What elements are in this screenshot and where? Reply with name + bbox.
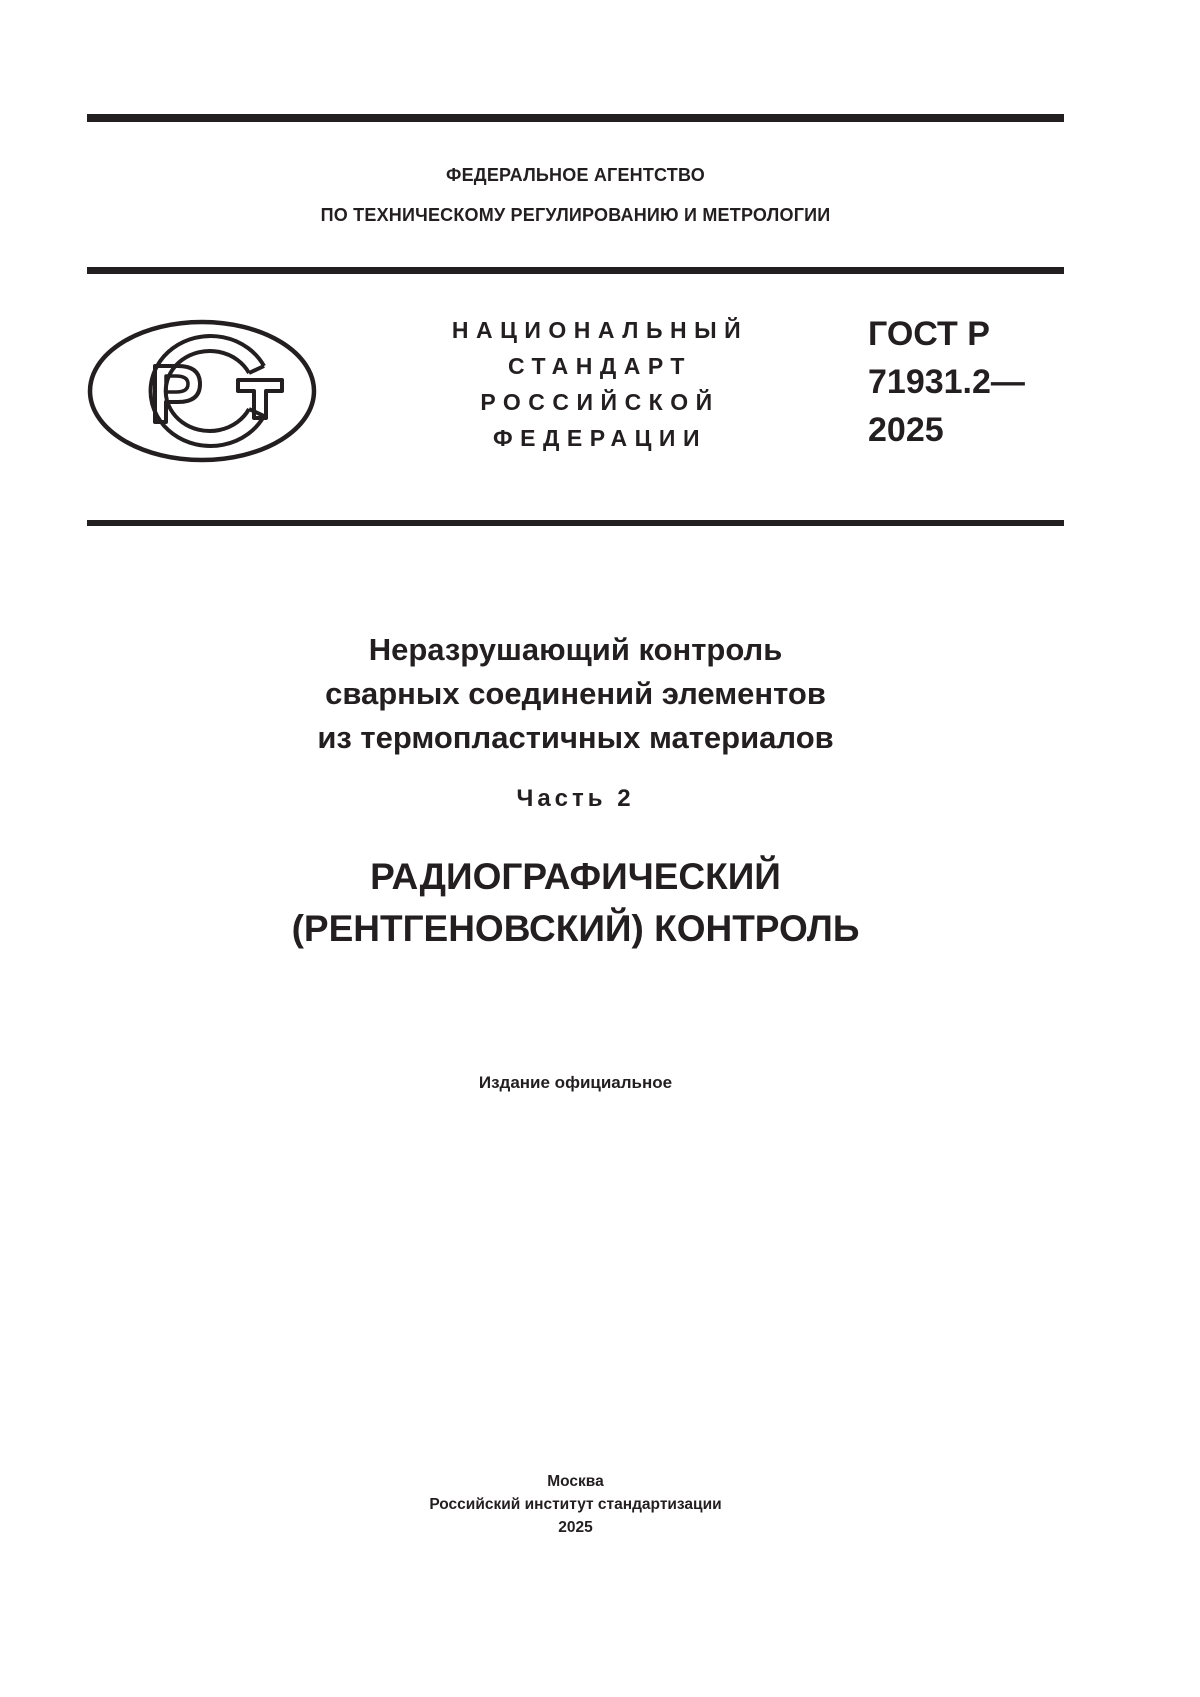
designation-line-3: 2025 [868,411,944,449]
standard-type-block [420,312,780,456]
masthead-rule [87,520,1064,526]
part-number: Часть 2 [516,785,635,812]
part-title-line-2: (РЕНТГЕНОВСКИЙ) КОНТРОЛЬ [291,908,860,949]
title-line-2: сварных соединений элементов [325,676,826,711]
agency-name-line-2: ПО ТЕХНИЧЕСКОМУ РЕГУЛИРОВАНИЮ И МЕТРОЛОГИИ [320,205,831,225]
imprint-city: Москва [547,1473,604,1490]
agency-name-line-1: ФЕДЕРАЛЬНОЕ АГЕНТСТВО [446,165,705,185]
imprint-year: 2025 [558,1519,593,1536]
imprint-publisher: Российский институт стандартизации [429,1496,722,1513]
part-title [87,851,1064,955]
standard-type-line-4: ФЕДЕРАЦИИ [493,425,707,451]
imprint [87,1470,1064,1539]
title-line-3: из термопластичных материалов [317,720,834,755]
document-title [87,628,1064,760]
standard-type-line-2: СТАНДАРТ [508,353,692,379]
edition-note: Издание официальное [478,1073,673,1092]
header-rule [87,267,1064,274]
top-rule [87,114,1064,122]
title-line-1: Неразрушающий контроль [368,632,783,667]
standard-designation [868,310,1025,454]
designation-line-2: 71931.2— [868,363,1025,401]
standard-type-line-1: НАЦИОНАЛЬНЫЙ [451,317,749,343]
rst-certification-mark-icon [86,318,318,464]
part-title-line-1: РАДИОГРАФИЧЕСКИЙ [370,856,781,897]
standard-type-line-3: РОССИЙСКОЙ [480,389,720,415]
designation-line-1: ГОСТ Р [868,315,990,353]
